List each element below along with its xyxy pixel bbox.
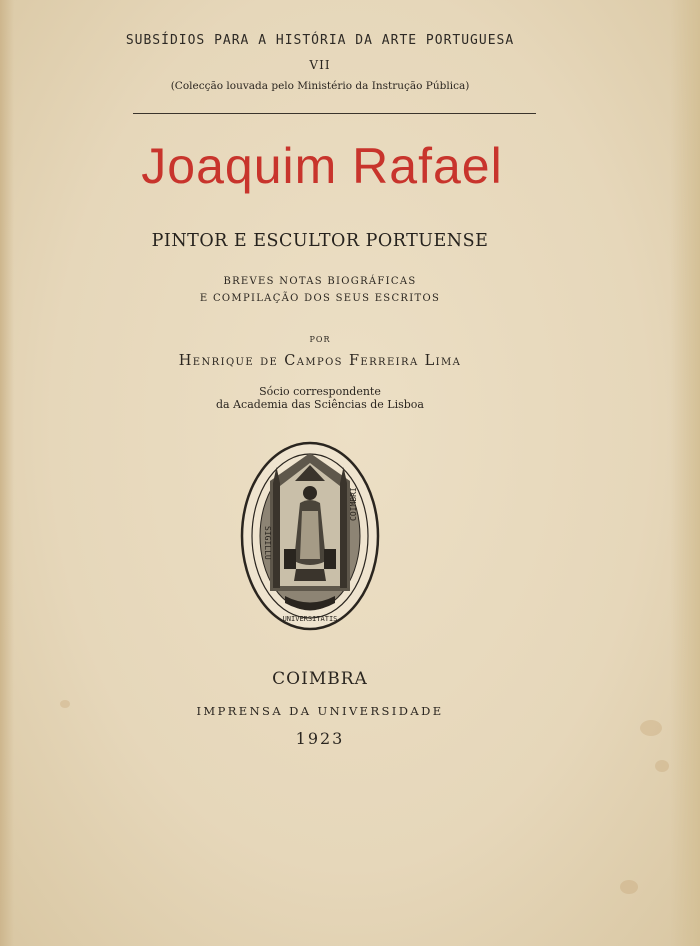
- series-title: SUBSÍDIOS PARA A HISTÓRIA DA ARTE PORTUGUESA: [125, 33, 515, 48]
- author-role-line-2: da Academia das Sciências de Lisboa: [216, 398, 424, 411]
- by-label: POR: [309, 335, 331, 344]
- university-seal-icon: [240, 441, 380, 631]
- book-title: Joaquim Rafael: [141, 138, 503, 194]
- seal-legend-left: SIGILLU: [263, 526, 272, 560]
- notes-line-1: BREVES NOTAS BIOGRÁFICAS: [223, 276, 417, 287]
- foxing-stain: [620, 880, 638, 894]
- page-edge-shadow-right: [670, 0, 700, 946]
- volume-number: VII: [309, 58, 331, 72]
- book-subtitle: PINTOR E ESCULTOR PORTUENSE: [151, 231, 489, 251]
- collection-note: (Colecção louvada pelo Ministério da Instrução Pública): [170, 80, 470, 92]
- imprint-city: COIMBRA: [272, 669, 368, 689]
- author-name: Henrique de Campos Ferreira Lima: [178, 353, 462, 369]
- seal-legend-bottom: UNIVERSITATIS: [282, 615, 338, 623]
- seal-legend-right: COIMBRI: [349, 487, 358, 521]
- header-rule: [133, 113, 536, 114]
- imprint-year: 1923: [295, 729, 345, 748]
- notes-line-2: E COMPILAÇÃO DOS SEUS ESCRITOS: [199, 293, 441, 304]
- foxing-stain: [640, 720, 662, 736]
- author-role-line-1: Sócio correspondente: [259, 385, 381, 398]
- foxing-stain: [655, 760, 669, 772]
- imprint-press: IMPRENSA DA UNIVERSIDADE: [196, 704, 444, 718]
